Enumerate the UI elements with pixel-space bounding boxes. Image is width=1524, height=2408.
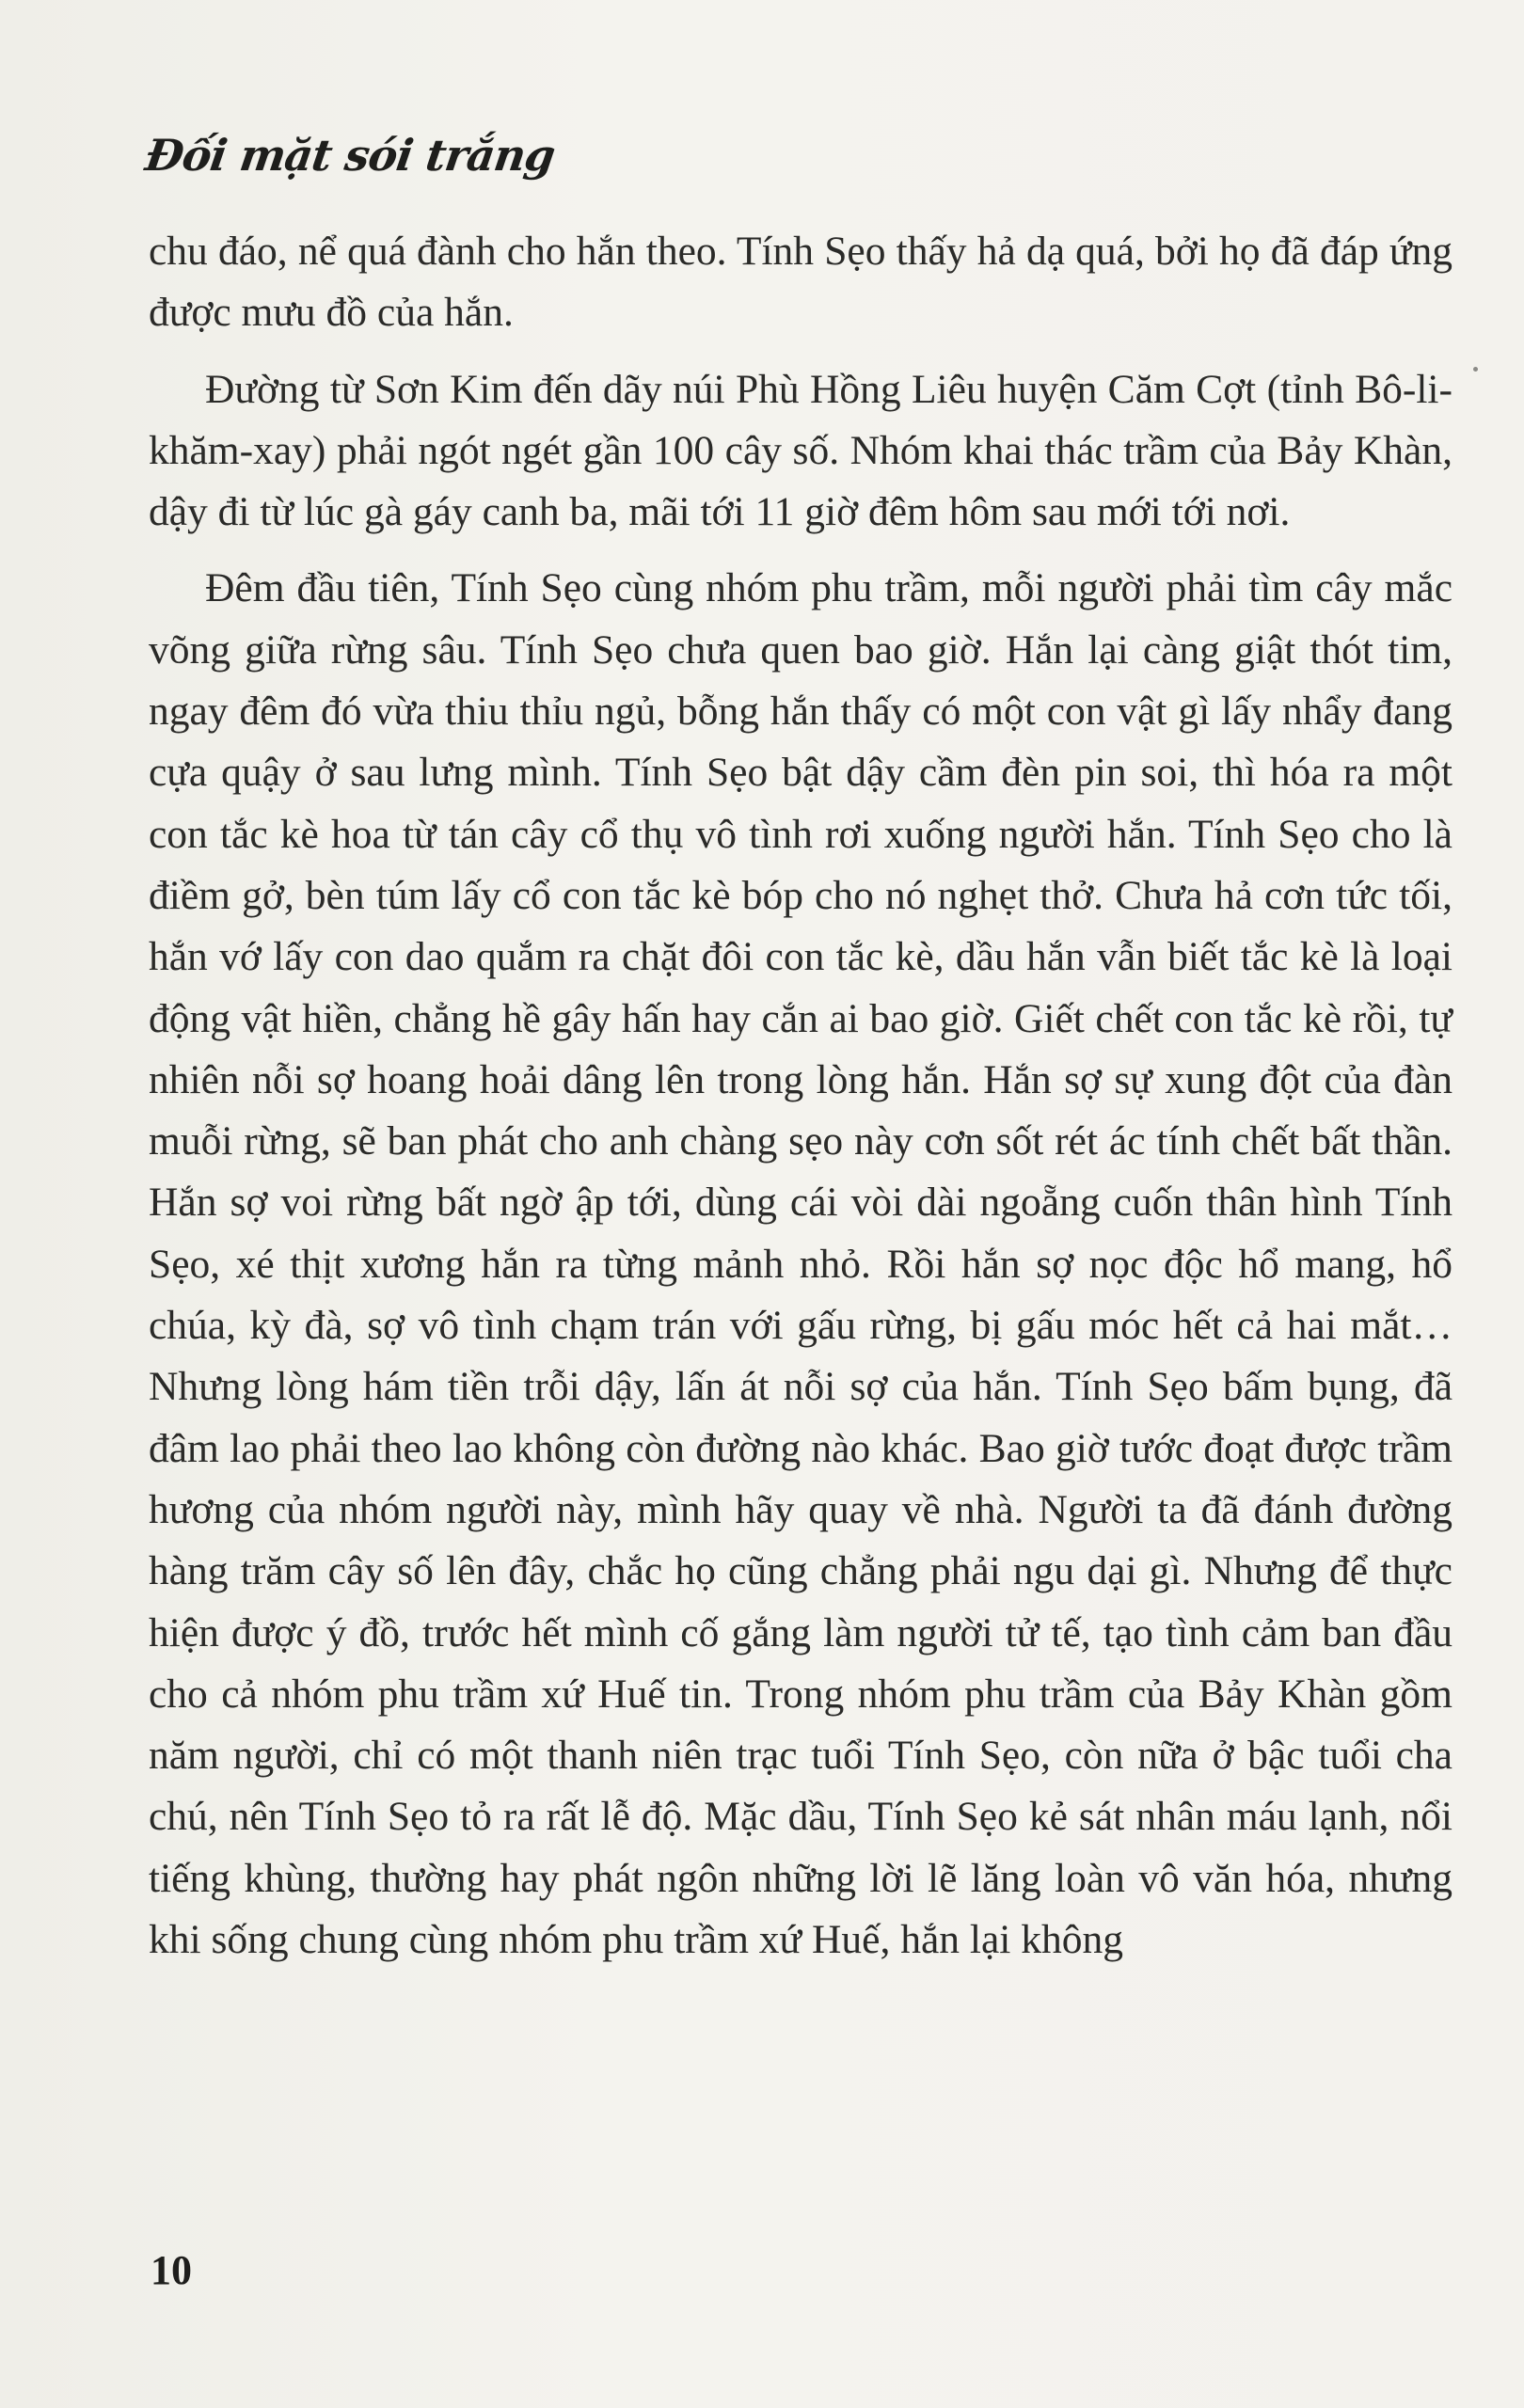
paragraph: Đường từ Sơn Kim đến dãy núi Phù Hồng Liêu huyện Căm Cợt (tỉnh Bô-li-khăm-xay) phải ngót ngét gần 100 cây số. Nhóm khai thác trầm của Bảy Khàn, dậy đi từ lúc gà gáy canh ba, mãi tới 11 giờ đêm hôm sau mới tới nơi. xyxy=(149,366,1453,535)
page-number: 10 xyxy=(151,2247,192,2293)
paragraph: Đêm đầu tiên, Tính Sẹo cùng nhóm phu trầm, mỗi người phải tìm cây mắc võng giữa rừng sâu. Tính Sẹo chưa quen bao giờ. Hắn lại càng giật thót tim, ngay đêm đó vừa thiu thỉu ngủ, bỗng hắn thấy có một con vật gì lấy nhẩy đang cựa quậy ở sau lưng mình. Tính Sẹo bật dậy cầm đèn pin soi, thì hóa ra một con tắc kè hoa từ tán cây cổ thụ vô tình rơi xuống người hắn. Tính Sẹo cho là điềm gở, bèn túm lấy cổ con tắc kè bóp cho nó nghẹt thở. Chưa hả cơn tức tối, hắn vớ lấy con dao quắm ra chặt đôi con tắc kè, dầu hắn vẫn biết tắc kè là loại động vật hiền, chẳng hề gây hấn hay cắn ai bao giờ. Giết chết con tắc kè rồi, tự nhiên nỗi sợ hoang hoải dâng lên trong lòng hắn. Hắn sợ sự xung đột của đàn muỗi rừng, sẽ ban phát cho anh chàng sẹo này cơn sốt rét ác tính chết bất thần. Hắn sợ voi rừng bất ngờ ập tới, dùng cái vòi dài ngoẵng cuốn thân hình Tính Sẹo, xé thịt xương hắn ra từng mảnh nhỏ. Rồi hắn sợ nọc độc hổ mang, hổ chúa, kỳ đà, sợ vô tình chạm trán với gấu rừng, bị gấu móc hết cả hai mắt… Nhưng lòng hám tiền trỗi dậy, lấn át nỗi sợ của hắn. Tính Sẹo bấm bụng, đã đâm lao phải theo lao không còn đường nào khác. Bao giờ tước đoạt được trầm hương của nhóm người này, mình hãy quay về nhà. Người ta đã đánh đường hàng trăm cây số lên đây, chắc họ cũng chẳng phải ngu dại gì. Nhưng để thực hiện được ý đồ, trước hết mình cố gắng làm người tử tế, tạo tình cảm ban đầu cho cả nhóm phu trầm xứ Huế tin. Trong nhóm phu trầm của Bảy Khàn gồm năm người, chỉ có một thanh niên trạc tuổi Tính Sẹo, còn nữa ở bậc tuổi cha chú, nên Tính Sẹo tỏ ra rất lễ độ. Mặc dầu, Tính Sẹo kẻ sát nhân máu lạnh, nổi tiếng khùng, thường hay phát ngôn những lời lẽ lăng loàn vô văn hóa, nhưng khi sống chung cùng nhóm phu trầm xứ Huế, hắn lại không xyxy=(149,565,1453,1963)
body-text xyxy=(149,221,1453,1986)
print-speck xyxy=(1473,367,1478,372)
running-header-title: Đối mặt sói trắng xyxy=(142,130,558,181)
paragraph-continued: chu đáo, nể quá đành cho hắn theo. Tính Sẹo thấy hả dạ quá, bởi họ đã đáp ứng được mưu đồ của hắn. xyxy=(149,229,1453,336)
